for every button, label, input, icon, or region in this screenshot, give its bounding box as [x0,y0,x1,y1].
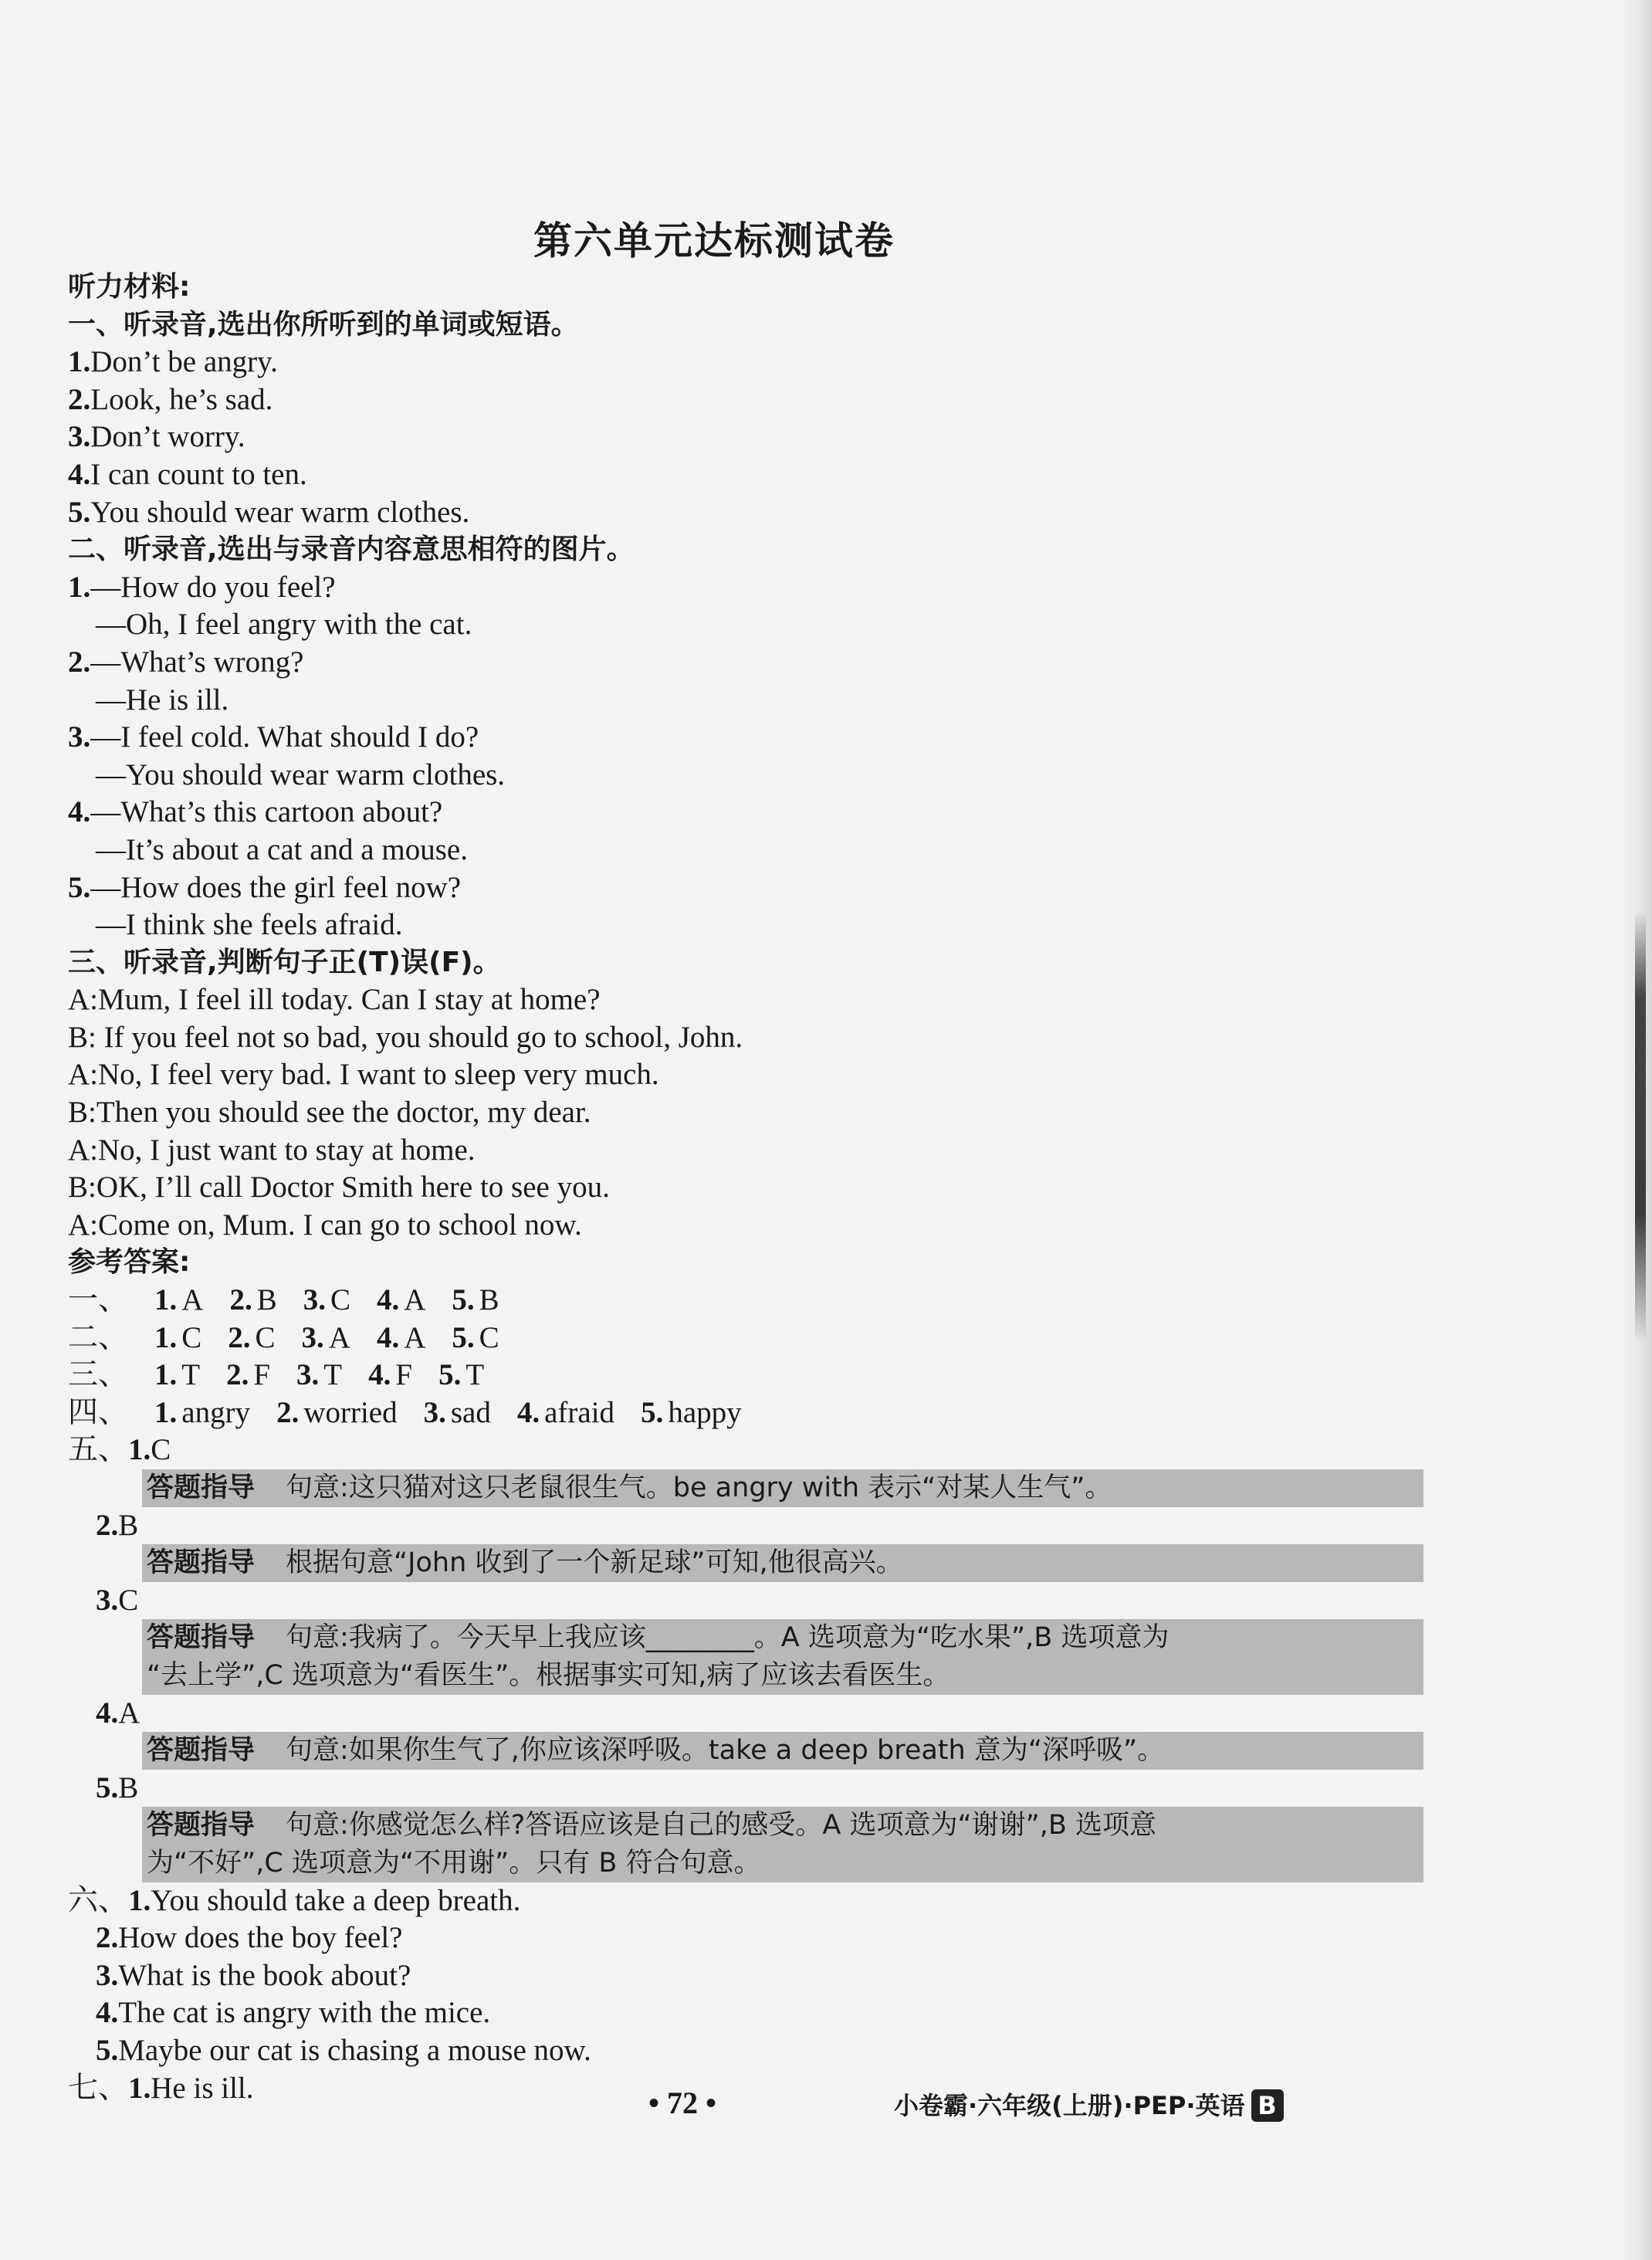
answer-item [368,1358,412,1391]
dialog-line [68,1207,1365,1245]
dialog-answer: —Oh, I feel angry with the cat. [96,608,472,642]
dialog-line [68,1094,1365,1132]
item-text: You should take a deep breath. [151,1883,521,1917]
answer-number: 2. [226,1358,249,1392]
answer-value: worried [303,1395,398,1429]
dialog-text: A:No, I just want to stay at home. [68,1133,476,1167]
answer-value: C [479,1320,499,1354]
item-number: 5. [96,1770,119,1804]
dialog-text: B: If you feel not so bad, you should go to school, John. [68,1020,743,1054]
answer-item [302,1321,350,1354]
dialog-text: A:Mum, I feel ill today. Can I stay at home? [68,983,601,1017]
dialog-text: A:Come on, Mum. I can go to school now. [68,1208,582,1242]
item-text: I can count to ten. [90,457,307,491]
document-body [68,269,1365,2107]
answer-value: C [181,1320,202,1354]
answer-guide [142,1732,1423,1770]
answer-guide-label: 答题指导 [147,1472,256,1503]
answer-guide-text: 句意:我病了。今天早上我应该________。A 选项意为“吃水果”,B 选项意为 [286,1622,1170,1654]
item-number: 4. [68,795,91,829]
answers-heading: 参考答案: [68,1246,191,1279]
dialog-answer: —He is ill. [96,683,229,717]
answer-item [641,1396,742,1429]
item-number: 1. [128,1433,151,1467]
part1-heading: 一、听录音,选出你所听到的单词或短语。 [68,308,579,341]
dialog-line [68,1132,1365,1170]
item-number: 4. [68,457,91,491]
part2-answer [68,906,1365,944]
answer-value: T [181,1358,201,1392]
item-number: 2. [68,645,91,679]
ans6-item [68,2032,1365,2070]
part2-answer [68,606,1365,644]
dialog-text: B:OK, I’ll call Doctor Smith here to see you. [68,1171,610,1205]
answer-item [452,1283,499,1316]
answer-row-ans2 [68,1320,1365,1357]
answer-guide-text: 根据句意“John 收到了一个新足球”可知,他很高兴。 [286,1547,903,1579]
answer-item [154,1283,203,1316]
part1-item [68,494,1365,532]
answer-number: 5. [641,1395,664,1429]
answer-value: F [395,1358,413,1392]
answer-number: 4. [376,1283,400,1317]
item-number: 3. [96,1583,119,1617]
item-text: What is the book about? [118,1958,411,1992]
ans5-item [68,1507,1365,1545]
part1-item [68,456,1365,494]
answer-value: B [118,1508,139,1542]
dialog-question: —What’s this cartoon about? [90,795,443,829]
answer-row-ans3 [68,1357,1365,1394]
ans6-item [68,1919,1365,1957]
answer-guide-text: 句意:这只猫对这只老鼠很生气。be angry with 表示“对某人生气”。 [286,1472,1112,1503]
answer-item [438,1358,484,1391]
answer-item [154,1396,250,1429]
ans5-item [68,1432,1365,1469]
ans6-item [68,1957,1365,1995]
item-text: The cat is angry with the mice. [118,1996,491,2030]
part2-answer [68,832,1365,869]
answer-guide [142,1619,1423,1657]
answer-item [377,1321,425,1354]
part2-answer [68,682,1365,720]
answer-guide [142,1807,1423,1845]
answer-row-ans4 [68,1394,1365,1432]
item-number: 5. [96,2033,119,2067]
answer-number: 3. [303,1283,326,1317]
answer-guide-label: 答题指导 [147,1735,256,1767]
answer-item [228,1321,275,1354]
dialog-answer: —It’s about a cat and a mouse. [96,832,468,866]
answer-guide [142,1469,1423,1507]
dialog-line [68,1056,1365,1094]
part2-question [68,719,1365,757]
item-text: How does the boy feel? [118,1921,403,1955]
dialog-line [68,1019,1365,1057]
item-text: Don’t worry. [90,420,245,454]
answer-section-label: 五、 [68,1433,129,1467]
answer-guide-text: 为“不好”,C 选项意为“不用谢”。只有 B 符合句意。 [147,1847,761,1879]
part2-question [68,794,1365,832]
answer-guide-text: “去上学”,C 选项意为“看医生”。根据事实可知,病了应该去看医生。 [147,1659,950,1691]
answer-item [424,1396,491,1429]
item-number: 1. [68,345,91,379]
answer-number: 1. [154,1320,178,1354]
item-number: 5. [68,870,91,904]
part2-question [68,869,1365,907]
answer-number: 2. [228,1320,251,1354]
dialog-question: —How does the girl feel now? [90,870,462,904]
answer-guide [142,1845,1423,1882]
answer-value: sad [450,1395,491,1429]
answer-section-label: 三、 [68,1358,129,1392]
item-text: Look, he’s sad. [90,382,273,416]
answer-number: 4. [368,1358,391,1392]
answer-number: 4. [376,1320,400,1354]
book-info [894,2086,1284,2122]
answer-section-label: 二、 [68,1320,129,1354]
answer-value: B [118,1770,139,1804]
item-number: 2. [68,382,91,416]
part2-answer [68,757,1365,795]
item-number: 2. [96,1508,119,1542]
item-text: Don’t be angry. [90,345,278,379]
answer-section-label: 七、 [68,2071,129,2105]
answer-item [226,1358,270,1391]
answer-item [276,1396,398,1429]
answer-value: T [323,1358,343,1392]
answer-number: 5. [452,1320,475,1354]
page-number: • 72 • [648,2086,717,2120]
answer-value: happy [668,1395,742,1429]
answer-guide-text: 句意:你感觉怎么样?答语应该是自己的感受。A 选项意为“谢谢”,B 选项意 [286,1810,1156,1842]
page-title: 第六单元达标测试卷 [533,219,895,263]
volume-badge: B [1251,2089,1284,2122]
item-number: 1. [128,1883,151,1917]
answer-guide-label: 答题指导 [147,1810,256,1842]
answer-value: B [479,1283,499,1317]
answer-number: 1. [154,1395,178,1429]
dialog-line [68,1169,1365,1207]
answer-item [154,1358,200,1391]
answer-number: 1. [154,1283,178,1317]
answer-item [452,1321,499,1354]
dialog-question: —I feel cold. What should I do? [90,720,479,754]
answer-number: 4. [516,1395,540,1429]
item-number: 5. [68,495,91,529]
answer-guide [142,1544,1423,1582]
answer-guide [142,1657,1423,1695]
ans6-item [68,1882,1365,1920]
part3-heading: 三、听录音,判断句子正(T)误(F)。 [68,946,501,978]
answer-section-label: 四、 [68,1395,129,1429]
answer-value: C [255,1320,276,1354]
answer-number: 3. [296,1358,320,1392]
answer-guide-text: 句意:如果你生气了,你应该深呼吸。take a deep breath 意为“深呼吸”。 [286,1735,1165,1767]
ans5-item [68,1582,1365,1620]
answer-number: 2. [276,1395,300,1429]
answer-number: 5. [452,1283,475,1317]
item-text: Maybe our cat is chasing a mouse now. [118,2033,591,2067]
answer-value: F [253,1358,271,1392]
item-number: 1. [68,570,91,604]
part2-heading: 二、听录音,选出与录音内容意思相符的图片。 [68,534,635,566]
answer-guide-label: 答题指导 [147,1622,256,1654]
item-number: 4. [96,1996,119,2030]
answer-item [154,1321,201,1354]
answer-number: 2. [229,1283,252,1317]
answer-section-label: 一、 [68,1283,129,1317]
answer-value: A [181,1283,204,1317]
listening-heading: 听力材料: [68,271,191,303]
dialog-text: A:No, I feel very bad. I want to sleep very much. [68,1058,659,1092]
part2-question [68,644,1365,682]
answer-value: angry [181,1395,251,1429]
answer-value: B [256,1283,277,1317]
answer-item [517,1396,614,1429]
item-text: You should wear warm clothes. [90,495,470,529]
item-number: 2. [96,1921,119,1955]
part1-item [68,381,1365,419]
answer-value: C [151,1433,171,1467]
answer-item [296,1358,342,1391]
dialog-answer: —You should wear warm clothes. [96,757,506,791]
answer-item [377,1283,425,1316]
answer-value: C [118,1583,139,1617]
item-number: 3. [96,1958,119,1992]
answer-value: A [328,1320,350,1354]
answer-number: 1. [154,1358,178,1392]
answer-number: 3. [301,1320,324,1354]
answer-row-ans1 [68,1282,1365,1320]
item-number: 3. [68,420,91,454]
dialog-answer: —I think she feels afraid. [96,908,403,942]
answer-value: A [404,1320,426,1354]
ans5-item [68,1695,1365,1733]
answer-value: A [118,1696,140,1730]
answer-value: T [465,1358,485,1392]
answer-value: afraid [544,1395,615,1429]
part1-item [68,344,1365,381]
dialog-text: B:Then you should see the doctor, my dear. [68,1096,591,1130]
answer-number: 3. [423,1395,446,1429]
answer-item [229,1283,276,1316]
answer-number: 5. [438,1358,462,1392]
dialog-line [68,981,1365,1019]
answer-value: A [404,1283,426,1317]
scan-edge-mark [1635,911,1646,1343]
dialog-question: —How do you feel? [90,570,336,604]
answer-section-label: 六、 [68,1883,129,1917]
answer-value: C [330,1283,350,1317]
answer-item [303,1283,350,1316]
item-text: He is ill. [151,2071,254,2105]
item-number: 4. [96,1696,119,1730]
ans5-item [68,1770,1365,1808]
answer-guide-label: 答题指导 [147,1547,256,1579]
part2-question [68,569,1365,607]
dialog-question: —What’s wrong? [90,645,304,679]
book-info-text: 小卷霸·六年级(上册)·PEP·英语 [894,2091,1245,2120]
item-number: 3. [68,720,91,754]
ans6-item [68,1994,1365,2032]
item-number: 1. [128,2071,151,2105]
part1-item [68,418,1365,456]
